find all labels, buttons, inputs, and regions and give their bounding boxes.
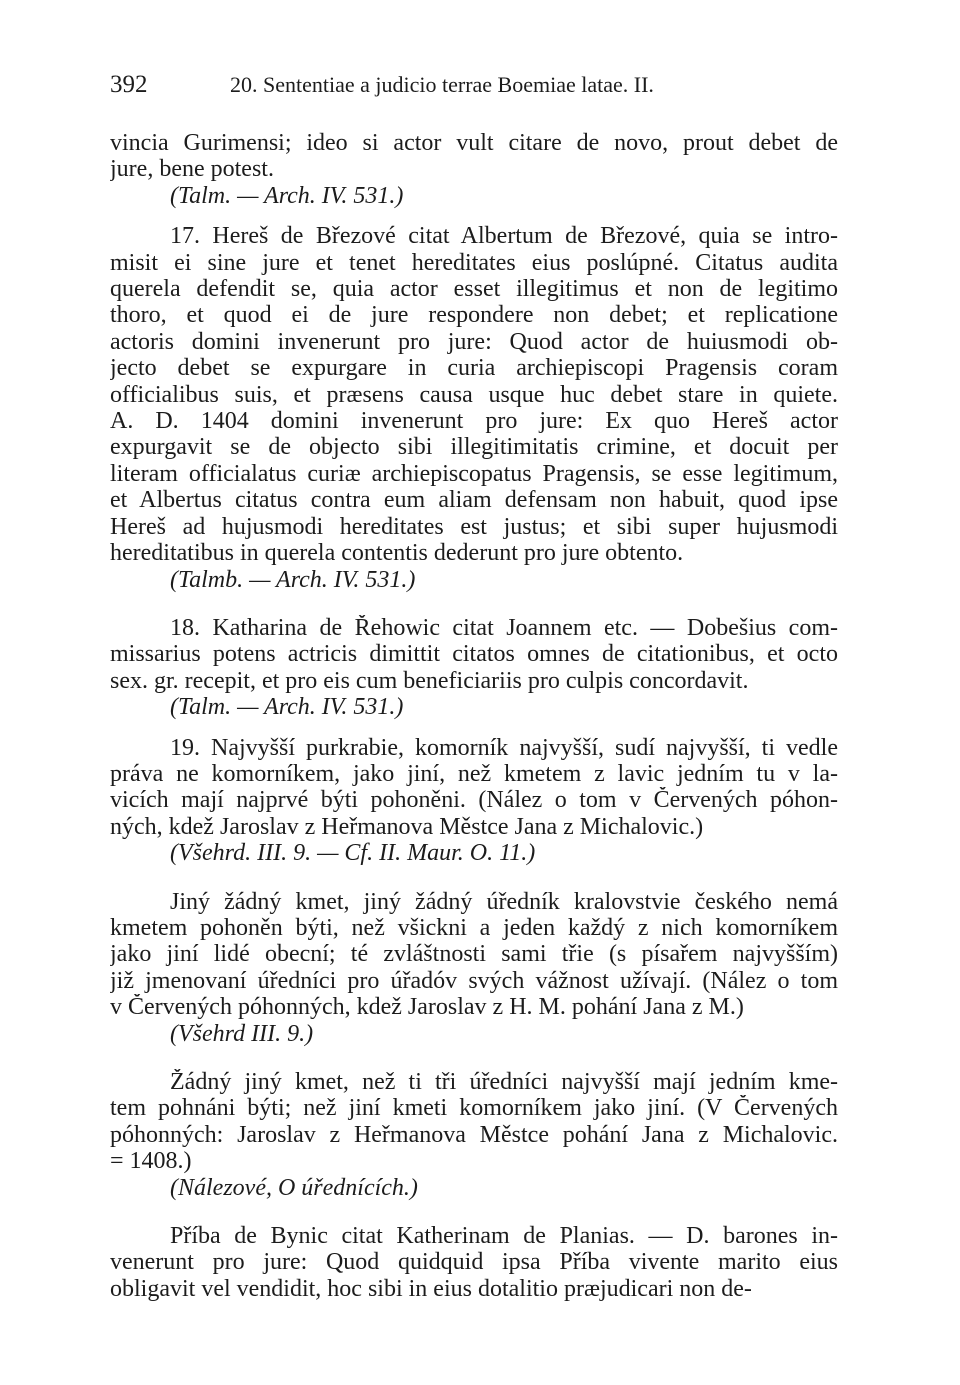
- text-line: 17. Hereš de Březové citat Albertum de Březové, quia se intro-: [170, 223, 838, 250]
- citation: (Všehrd. III. 9. — Cf. II. Maur. O. 11.): [170, 840, 536, 867]
- document-body: [110, 130, 838, 1302]
- text-line: sex. gr. recepit, et pro eis cum beneficiariis pro culpis concordavit.: [110, 667, 749, 694]
- paragraph: [110, 130, 838, 183]
- page-header: [110, 72, 838, 98]
- paragraph: [110, 735, 838, 841]
- text-line: expurgavit se de objecto sibi illegitimitatis crimine, et docuit per: [110, 434, 838, 461]
- running-head: 20. Sententiae a judicio terrae Boemiae latae. II.: [230, 72, 654, 97]
- text-line: A. D. 1404 domini invenerunt pro jure: Ex quo Hereš actor: [110, 408, 838, 435]
- text-line: hereditatibus in querela contentis dederunt pro jure obtento.: [110, 540, 684, 567]
- paragraph: [110, 615, 838, 694]
- text-line: officialibus suis, et præsens causa usque huc debet stare in quiete.: [110, 381, 838, 408]
- paragraph: [110, 223, 838, 566]
- text-line: venerunt pro jure: Quod quidquid ipsa Příba vivente marito eius: [110, 1249, 838, 1276]
- text-line: Jiný žádný kmet, jiný žádný úředník kralovstvie českého nemá: [170, 888, 838, 915]
- text-line: 18. Katharina de Řehowic citat Joannem etc. — Dobešius com-: [170, 614, 838, 641]
- text-line: Příba de Bynic citat Katherinam de Planias. — D. barones in-: [170, 1223, 838, 1250]
- text-line: ných, kdež Jaroslav z Heřmanova Městce Jana z Michalovic.): [110, 813, 704, 840]
- text-line: actoris domini invenerunt pro jure: Quod actor de huiusmodi ob-: [110, 328, 838, 355]
- text-line: tem pohnáni býti; než jiní kmeti komorníkem jako jiní. (V Červených: [110, 1095, 838, 1122]
- text-line: Žádný jiný kmet, než ti tři úředníci najvyšší mají jedním kme-: [170, 1069, 838, 1095]
- text-line: v Červených póhonných, kdež Jaroslav z H. M. pohání Jana z M.): [110, 994, 744, 1021]
- text-line: vincia Gurimensi; ideo si actor vult citare de novo, prout debet de: [110, 130, 838, 156]
- citation: (Talm. — Arch. IV. 531.): [170, 182, 404, 209]
- paragraph: [110, 889, 838, 1021]
- paragraph: [110, 1223, 838, 1302]
- page-number: 392: [110, 71, 148, 98]
- text-line: kmetem pohoněn býti, než všickni a jeden každý z nich komorníkem: [110, 914, 838, 941]
- text-line: jure, bene potest.: [110, 156, 274, 183]
- text-line: obligavit vel vendidit, hoc sibi in eius dotalitio præjudicari non de-: [110, 1275, 752, 1302]
- text-line: póhonných: Jaroslav z Heřmanova Městce pohání Jana z Michalovic.: [110, 1121, 838, 1148]
- text-line: jako jiní lidé obecní; té zvláštnosti sami třie (s písařem najvyšším): [110, 941, 838, 968]
- text-line: již jmenovaní úředníci pro úřadóv svých vážnost užívají. (Nález o tom: [110, 967, 838, 994]
- text-line: = 1408.): [110, 1148, 192, 1175]
- text-line: querela defendit se, quia actor esset illegitimus et non de legitimo: [110, 276, 838, 303]
- citation: (Všehrd III. 9.): [170, 1020, 314, 1047]
- text-line: jecto debet se expurgare in curia archiepiscopi Pragensis coram: [110, 355, 838, 382]
- citation: (Nálezové, O úřednících.): [170, 1174, 418, 1201]
- text-line: missarius potens actricis dimittit citatos omnes de citationibus, et octo: [110, 641, 838, 668]
- text-line: práva ne komorníkem, jako jiní, než kmetem z lavic jedním tu v la-: [110, 760, 838, 787]
- text-line: Hereš ad hujusmodi hereditates est justus; et sibi super hujusmodi: [110, 513, 838, 540]
- text-line: literam officialatus curiæ archiepiscopatus Pragensis, se esse legitimum,: [110, 460, 838, 487]
- paragraph: [110, 1069, 838, 1175]
- citation: (Talm. — Arch. IV. 531.): [170, 694, 404, 721]
- text-line: vicích mají najprvé býti pohoněni. (Nález o tom v Červených póhon-: [110, 787, 838, 814]
- text-line: 19. Najvyšší purkrabie, komorník najvyšší, sudí najvyšší, ti vedle: [170, 734, 838, 761]
- citation: (Talmb. — Arch. IV. 531.): [170, 566, 416, 593]
- text-line: misit ei sine jure et tenet hereditates eius poslúpné. Citatus audita: [110, 249, 838, 276]
- text-line: thoro, et quod ei de jure respondere non debet; et replicatione: [110, 302, 838, 329]
- text-line: et Albertus citatus contra eum aliam defensam non habuit, quod ipse: [110, 487, 838, 514]
